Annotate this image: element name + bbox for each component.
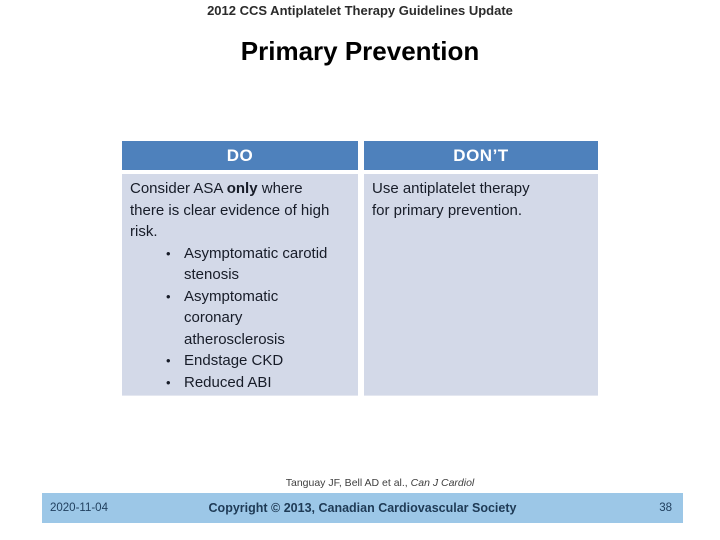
citation-authors: Tanguay JF, Bell AD et al., [285, 477, 411, 489]
bullet-item: • Asymptomatic carotid stenosis [164, 243, 334, 286]
bullet-item: • Endstage CKD [164, 350, 334, 372]
dont-column-header: DON’T [364, 141, 598, 170]
bullet-item: • Asymptomatic coronary atherosclerosis [164, 286, 334, 351]
dont-paragraph: Use antiplatelet therapy for primary prevention. [372, 180, 530, 219]
do-paragraph-text-post: where there is clear evidence of high risk. [130, 180, 330, 240]
do-paragraph-text-pre: Consider ASA [130, 180, 227, 197]
page-title: Primary Prevention [240, 36, 480, 66]
footer-copyright: Copyright © 2013, Canadian Cardiovascular Society [208, 501, 517, 515]
do-dont-table [122, 141, 598, 396]
dont-cell [364, 174, 598, 396]
footer-date: 2020-11-04 [50, 502, 108, 514]
do-paragraph [130, 178, 338, 243]
footer-bar [42, 493, 683, 523]
bullet-item: • Reduced ABI [164, 372, 334, 394]
slide-kicker: 2012 CCS Antiplatelet Therapy Guidelines Update [207, 3, 513, 18]
do-bullet-list [130, 243, 350, 394]
do-column-header: DO [122, 141, 358, 170]
citation [40, 477, 720, 489]
do-cell [122, 174, 358, 396]
citation-journal: Can J Cardiol [410, 477, 475, 489]
do-paragraph-bold: only [226, 180, 258, 197]
page-number: 38 [659, 502, 672, 514]
